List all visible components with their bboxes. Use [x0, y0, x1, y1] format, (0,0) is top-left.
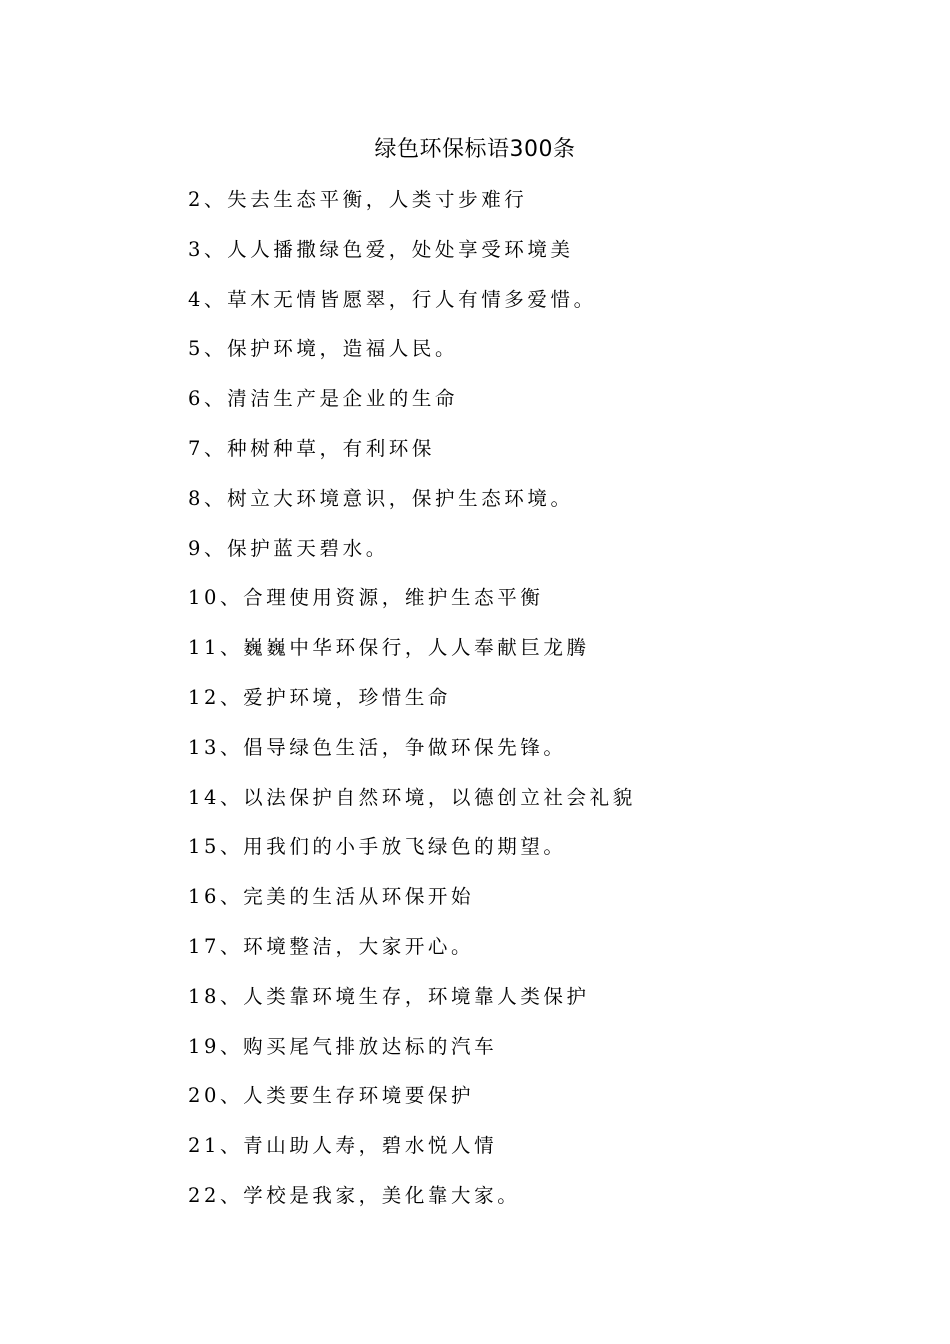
list-item: 2、失去生态平衡，人类寸步难行: [188, 188, 528, 211]
list-item: 4、草木无情皆愿翠，行人有情多爱惜。: [188, 287, 597, 311]
list-item: 18、人类靠环境生存，环境靠人类保护: [188, 984, 590, 1008]
list-item: 8、树立大环境意识，保护生态环境。: [188, 486, 574, 510]
list-item: 17、环境整洁，大家开心。: [188, 934, 475, 958]
list-item: 9、保护蓝天碧水。: [188, 536, 389, 560]
list-item: 19、购买尾气排放达标的汽车: [188, 1034, 498, 1058]
list-item: 15、用我们的小手放飞绿色的期望。: [188, 835, 567, 859]
slogan-list: [188, 184, 888, 1230]
list-item: 10、合理使用资源，维护生态平衡: [188, 586, 544, 610]
list-item: 3、人人播撒绿色爱，处处享受环境美: [188, 237, 574, 261]
list-item: 21、青山助人寿，碧水悦人情: [188, 1134, 498, 1158]
list-item: 20、人类要生存环境要保护: [188, 1084, 475, 1108]
list-item: 7、种树种草，有利环保: [188, 436, 436, 460]
list-item: 16、完美的生活从环保开始: [188, 885, 475, 909]
list-item: 14、以法保护自然环境，以德创立社会礼貌: [188, 785, 636, 809]
list-item: 22、学校是我家，美化靠大家。: [188, 1183, 521, 1207]
list-item: 11、巍巍中华环保行，人人奉献巨龙腾: [188, 636, 590, 660]
list-item: 5、保护环境，造福人民。: [188, 337, 459, 361]
list-item: 6、清洁生产是企业的生命: [188, 387, 459, 411]
page-title: 绿色环保标语300条: [374, 137, 576, 162]
list-item: 12、爱护环境，珍惜生命: [188, 685, 452, 709]
list-item: 13、倡导绿色生活，争做环保先锋。: [188, 735, 567, 759]
